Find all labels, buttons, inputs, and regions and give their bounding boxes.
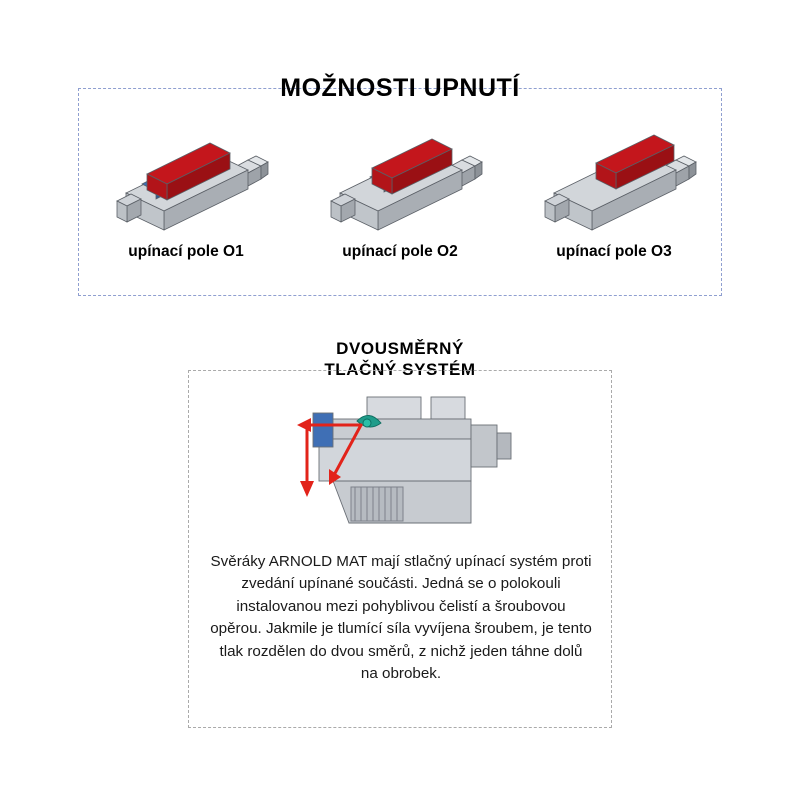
- bidirectional-system-description: Svěráky ARNOLD MAT mají stlačný upínací systém proti zvedání upínané součásti. Jedná se o polokouli instalovanou mezi pohyblivou čelistí a šroubovou opěrou. Jakmile je tlumící síla vyvíjena šroubem, je tento tlak rozdělen do dvou směrů, z nichž jeden táhne dolů na obrobek.: [210, 553, 592, 683]
- bidirectional-system-title-line1: DVOUSMĚRNÝ: [336, 339, 464, 358]
- page-title: MOŽNOSTI UPNUTÍ: [280, 74, 520, 102]
- bidirectional-system-title-line2: TLAČNÝ SYSTÉM: [324, 360, 476, 379]
- vise-clamp-o1-icon: [98, 127, 274, 239]
- clamping-option-3-label: upínací pole O3: [556, 243, 672, 260]
- clamping-option-1[interactable]: [86, 127, 286, 261]
- vise-clamp-o3-icon: [526, 127, 702, 239]
- bidirectional-system-panel: [188, 370, 612, 728]
- clamping-option-3[interactable]: [514, 127, 714, 261]
- clamping-options-panel: [78, 74, 722, 296]
- vise-cross-section-icon: [289, 391, 549, 541]
- vise-clamp-o2-icon: [312, 127, 488, 239]
- clamping-option-2[interactable]: [300, 127, 500, 261]
- clamping-option-2-label: upínací pole O2: [342, 243, 458, 260]
- clamping-option-1-label: upínací pole O1: [128, 243, 244, 260]
- clamping-options-row: [79, 127, 721, 295]
